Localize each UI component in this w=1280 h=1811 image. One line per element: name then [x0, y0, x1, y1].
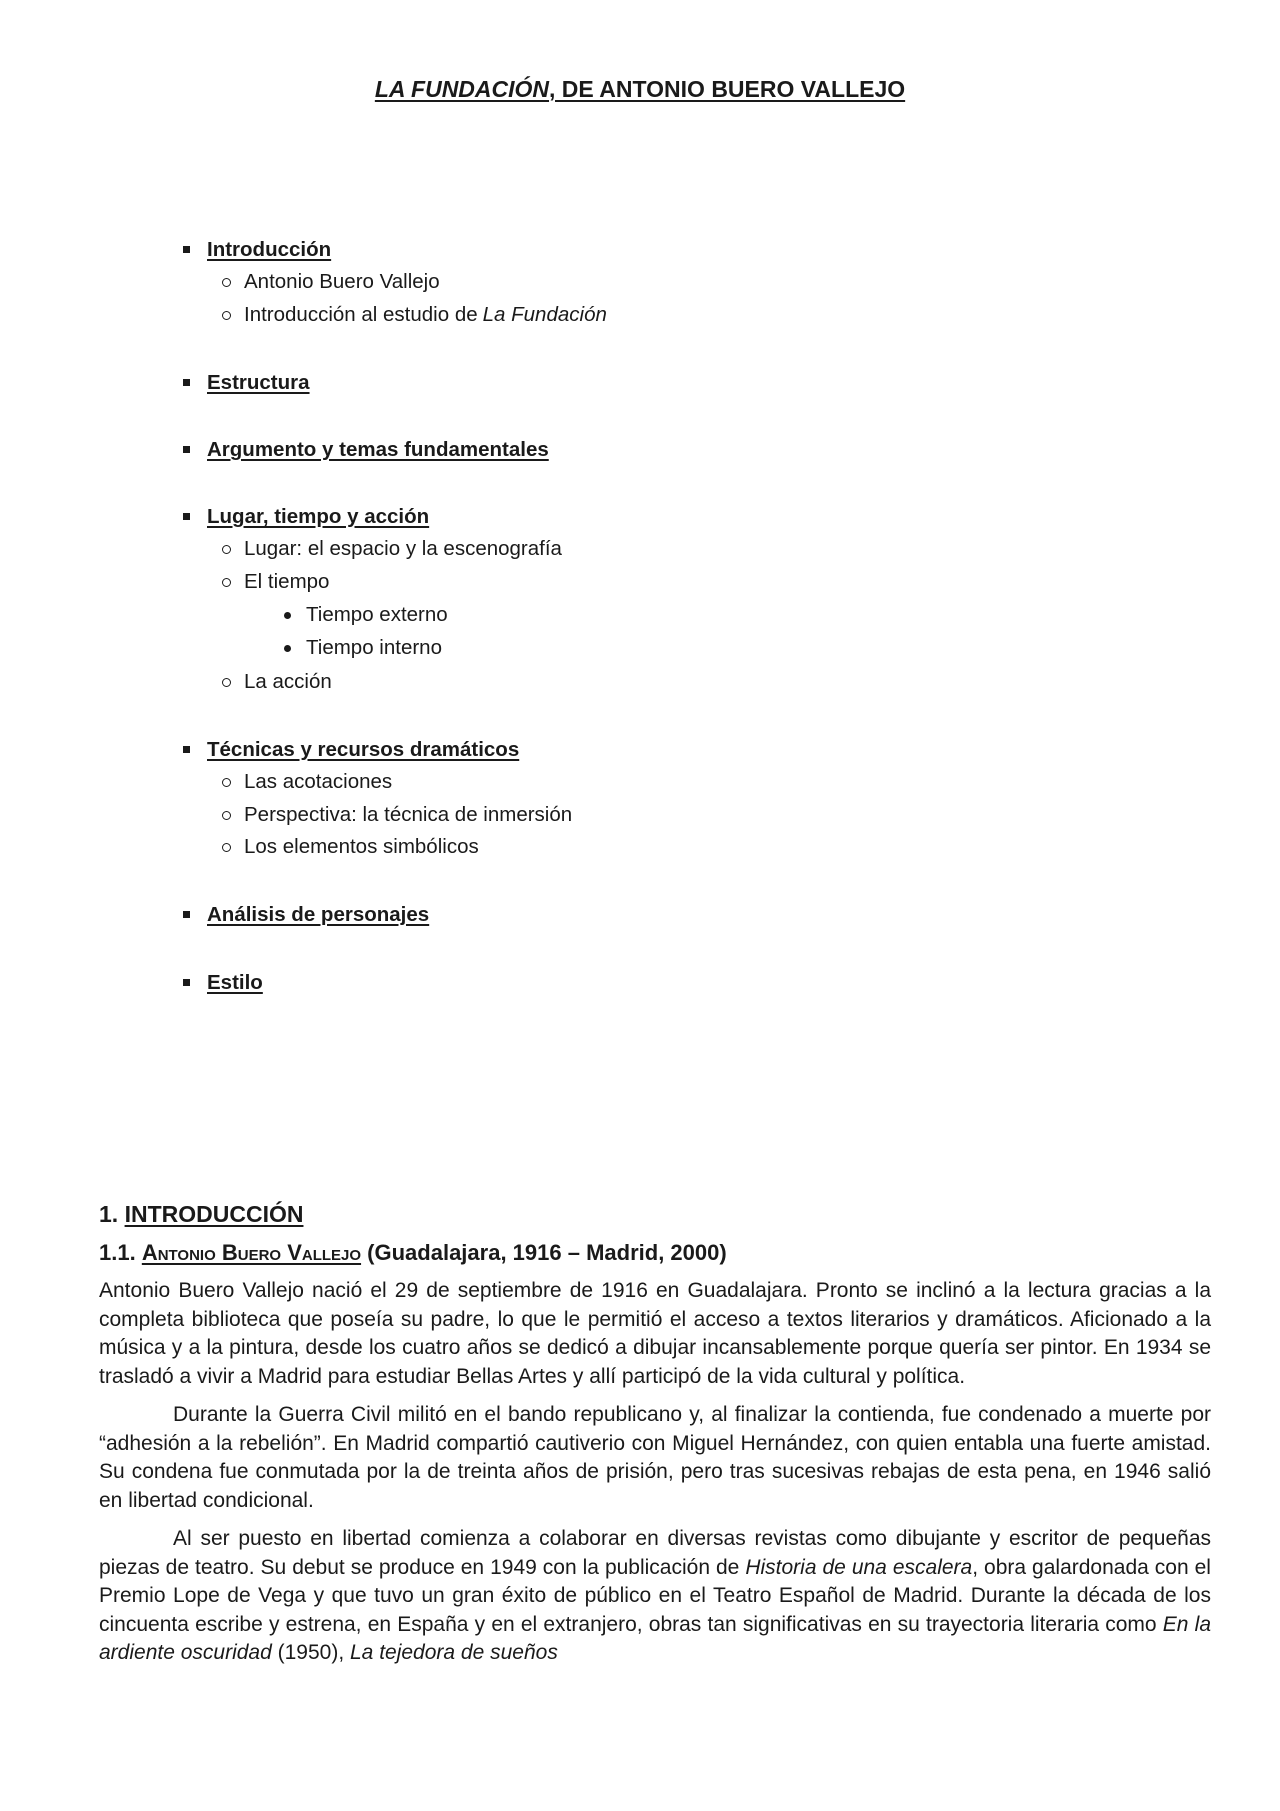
- toc-label: Lugar, tiempo y acción: [207, 505, 430, 528]
- circle-bullet-icon: [222, 678, 231, 687]
- toc-sublabel-italic: La Fundación: [482, 303, 607, 326]
- toc-subitem: [244, 268, 440, 296]
- toc-label: Estilo: [207, 971, 263, 994]
- subheading-name: Antonio Buero Vallejo: [141, 1240, 362, 1265]
- heading-label: INTRODUCCIÓN: [124, 1201, 304, 1227]
- circle-bullet-icon: [222, 278, 231, 287]
- toc-item-introduccion: [207, 236, 331, 264]
- paragraph-3-text: , obra galardonada con el Premio Lope de Vega y que tuvo un gran éxito de público en el Teatro Español de Madrid. Durante la década de los cincuenta escribe y estrena, en España y en el extranjero, obras tan significativas en su trayectoria literaria como: [99, 1555, 1211, 1636]
- paragraph-3-text: Al ser puesto en libertad comienza a colaborar en diversas revistas como dibujante y escritor de pequeñas piezas de teatro. Su debut se produce en 1949 con la publicación de: [99, 1527, 1211, 1579]
- square-bullet-icon: [183, 979, 190, 986]
- toc-sublabel: Los elementos simbólicos: [244, 835, 479, 858]
- toc-subitem: [244, 768, 392, 796]
- dot-bullet-icon: [284, 645, 291, 652]
- square-bullet-icon: [183, 446, 190, 453]
- toc-item-tecnicas: [207, 736, 519, 764]
- toc-sublabel: Las acotaciones: [244, 770, 393, 793]
- work-title: En la ardiente oscuridad: [99, 1612, 1211, 1664]
- section-heading: [99, 1197, 1211, 1231]
- toc-label: Introducción: [207, 238, 332, 261]
- circle-bullet-icon: [222, 545, 231, 554]
- toc-item-lugar: [207, 503, 429, 531]
- toc-sublabel: La acción: [244, 670, 332, 693]
- circle-bullet-icon: [222, 311, 231, 320]
- toc-sublabel: El tiempo: [244, 570, 330, 593]
- toc-subsubitem: [306, 634, 442, 662]
- toc-label: Técnicas y recursos dramáticos: [207, 738, 520, 761]
- subsection-heading: [99, 1237, 1211, 1269]
- subheading-number: 1.1.: [99, 1240, 142, 1265]
- paragraph-2: Durante la Guerra Civil militó en el bando republicano y, al finalizar la contienda, fue condenado a muerte por “adhesión a la rebelión”. En Madrid compartió cautiverio con Miguel Hernández, con quien entabla una fuerte amistad. Su condena fue conmutada por la de treinta años de prisión, pero tras sucesivas rebajas de esta pena, en 1946 salió en libertad condicional.: [99, 1403, 1211, 1512]
- toc-label: Análisis de personajes: [207, 903, 430, 926]
- section-introduccion: [99, 1197, 1211, 1678]
- paragraph-3: [99, 1525, 1211, 1668]
- toc-sublabel: Perspectiva: la técnica de inmersión: [244, 803, 573, 826]
- toc-subitem: [244, 801, 572, 829]
- square-bullet-icon: [183, 379, 190, 386]
- toc-subsublabel: Tiempo interno: [306, 636, 442, 659]
- circle-bullet-icon: [222, 578, 231, 587]
- toc-subsublabel: Tiempo externo: [306, 603, 448, 626]
- square-bullet-icon: [183, 911, 190, 918]
- toc-subitem: [244, 568, 329, 596]
- title-italic: LA FUNDACIÓN: [374, 76, 550, 102]
- work-title: La tejedora de sueños: [350, 1641, 558, 1664]
- toc-sublabel: Introducción al estudio de: [244, 303, 478, 326]
- toc-sublabel: Lugar: el espacio y la escenografía: [244, 537, 562, 560]
- circle-bullet-icon: [222, 778, 231, 787]
- toc-item-argumento: [207, 436, 549, 464]
- document-title: [0, 76, 1280, 103]
- paragraph-3-text: (1950),: [271, 1641, 350, 1664]
- toc-subitem: [244, 833, 479, 861]
- toc-label: Estructura: [207, 371, 310, 394]
- toc-item-analisis: [207, 901, 429, 929]
- title-rest: , DE ANTONIO BUERO VALLEJO: [549, 76, 906, 102]
- toc-subitem: [244, 301, 607, 329]
- square-bullet-icon: [183, 513, 190, 520]
- subheading-dates: (Guadalajara, 1916 – Madrid, 2000): [361, 1240, 727, 1265]
- paragraph-1: Antonio Buero Vallejo nació el 29 de septiembre de 1916 en Guadalajara. Pronto se inclinó a la lectura gracias a la completa biblioteca que poseía su padre, lo que le permitió el acceso a textos literarios y dramáticos. Aficionado a la música y a la pintura, desde los cuatro años se dedicó a dibujar incansablemente porque quería ser pintor. En 1934 se trasladó a vivir a Madrid para estudiar Bellas Artes y allí participó de la vida cultural y política.: [99, 1279, 1211, 1388]
- circle-bullet-icon: [222, 843, 231, 852]
- toc-sublabel: Antonio Buero Vallejo: [244, 270, 440, 293]
- dot-bullet-icon: [284, 612, 291, 619]
- toc-subsubitem: [306, 601, 448, 629]
- toc-subitem: [244, 535, 562, 563]
- toc-label: Argumento y temas fundamentales: [207, 438, 549, 461]
- toc-item-estructura: [207, 369, 310, 397]
- heading-number: 1.: [99, 1201, 125, 1227]
- circle-bullet-icon: [222, 811, 231, 820]
- work-title: Historia de una escalera: [745, 1555, 973, 1579]
- square-bullet-icon: [183, 746, 190, 753]
- toc-subitem: [244, 668, 332, 696]
- toc-item-estilo: [207, 969, 263, 997]
- square-bullet-icon: [183, 246, 190, 253]
